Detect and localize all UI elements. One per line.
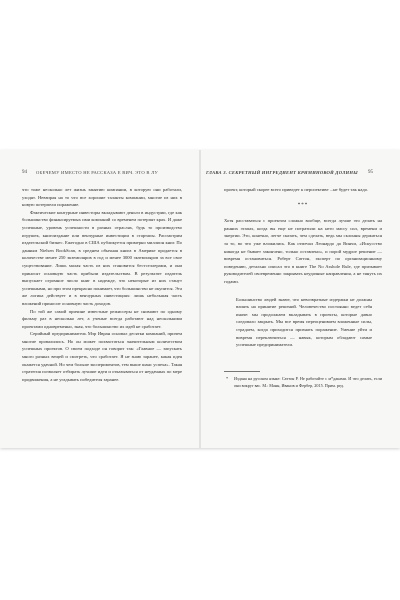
- section-separator: ***: [297, 202, 309, 208]
- left-paragraph: По той же самой причине известные режиссеры не снимают по одному фильму раз в несколько лет, а ученые всегда работают над несколькими проектами одновременно, зная, что большинство их идей не сработает.: [22, 308, 182, 329]
- right-page-number: 95: [368, 170, 373, 175]
- left-paragraph: что тоже несколько лет жизнь занятию компании, в которую они работали, уходят. Невзирая на то что все хорошие таланты компании, многие из них в новую потерпели поражение.: [22, 187, 182, 208]
- right-page: [200, 150, 400, 448]
- left-page-body: [22, 186, 182, 383]
- right-paragraph: Хотя расставаться с проектом сложно вообще, всегда лучше это делать на ранних этапах, когда вы еще не потратили на него массу сил, времени и энергии. Это, конечно, легче сказать, чем сделать, ведь мы склонны держаться за то, во что уже вложились. Как отмечал Леонардо да Винчи, «Искусство никогда не бывает закончено, только оставлено», и порой мудрое решение — вовремя остановиться. Роберт Саттон, эксперт по организационному поведению, детально описал это в книге The No Asshole Rule, где призывает руководителей своевременно закрывать неудачные направления, а не тянуть их годами.: [224, 218, 382, 284]
- left-paragraph: Серийный предприниматель Мэр Ивран основал десятки компаний, причем многие провалились. Но он может похвастаться значительным количеством успешных проектов. О своем подходе он говорит так: «Главное — запускать много разных вещей и смотреть, что сработает. Я не знаю заранее, какая идея окажется удачной. Но чем больше экспериментов, тем выше шанс успеха». Такая стратегия позволяет отбирать лучшие идеи и отказываться от неудачных по мере продвижения, а не угадывать победителя заранее.: [22, 331, 182, 382]
- left-page: [0, 150, 200, 448]
- footnote-mark: *: [226, 376, 229, 382]
- footnote-text: Издана на русском языке: Саттон Р. Не работайте с м*даками. И что делать, если они вокруг вас. М.: Манн, Иванов и Фербер, 2015. Прим. ред.: [234, 376, 382, 388]
- footnote: [224, 376, 382, 389]
- right-page-body: [224, 186, 382, 389]
- block-quote: Большинство людей знают, что невозвратные издержки не должны влиять на принятие решений. Человечество постоянно ведет себя иначе: мы продолжаем вкладывать в проекты, которые давно следовало закрыть. Мы все время переоцениваем вложенные силы, страдаем, когда приходится признать поражение. Умение уйти и вовремя переключиться — навык, которым обладают самые успешные предприниматели.: [236, 296, 372, 348]
- footnote-rule: [224, 371, 260, 372]
- right-paragraph: проект, который скорее всего приведет к перспективе ...не будет так надо.: [224, 187, 369, 192]
- left-paragraph: Фактические контурные инвесторы вкладывают деньги в индустрии, где как большинство финансируемых ими компаний со временем потерпят крах. И даже успешные, уровень успешности в разных отраслях, будь то производство игрушек, книгоиздание или венчурные инвестиции в стартапы. Рассмотрим издательский бизнес. Ежегодно в США публикуется примерно миллион книг. По данным Nielsen BookScan, в среднем обычная книга в Америке продается в количестве менее 250 экземпляров в год и менее 3000 экземпляров за все свое существование. Лишь малая часть из них становится бестселлерами, и они приносят основную часть прибыли издательствам. В результате издатель выпускает огромное число книг в надежде, что некоторые из них станут успешными, но при этом прекрасно понимает, что большинство не окупится. Эта же логика действует и в венчурных инвестициях: лишь небольшая часть вложений приносит основную часть доходов.: [22, 209, 182, 306]
- left-page-number: 94: [22, 170, 27, 175]
- book-spread: [0, 150, 400, 448]
- left-running-header: ОБЕЧЕМУ ИМЕСТО НЕ РАССКАЗА Е ВИЧ. ЭТО В ЛУ: [36, 170, 158, 175]
- right-running-header: ГЛАВА 3. СЕКРЕТНЫЙ ИНГРЕДИЕНТ КРИМИНОВОЙ ДОЛИНЫ: [206, 170, 358, 175]
